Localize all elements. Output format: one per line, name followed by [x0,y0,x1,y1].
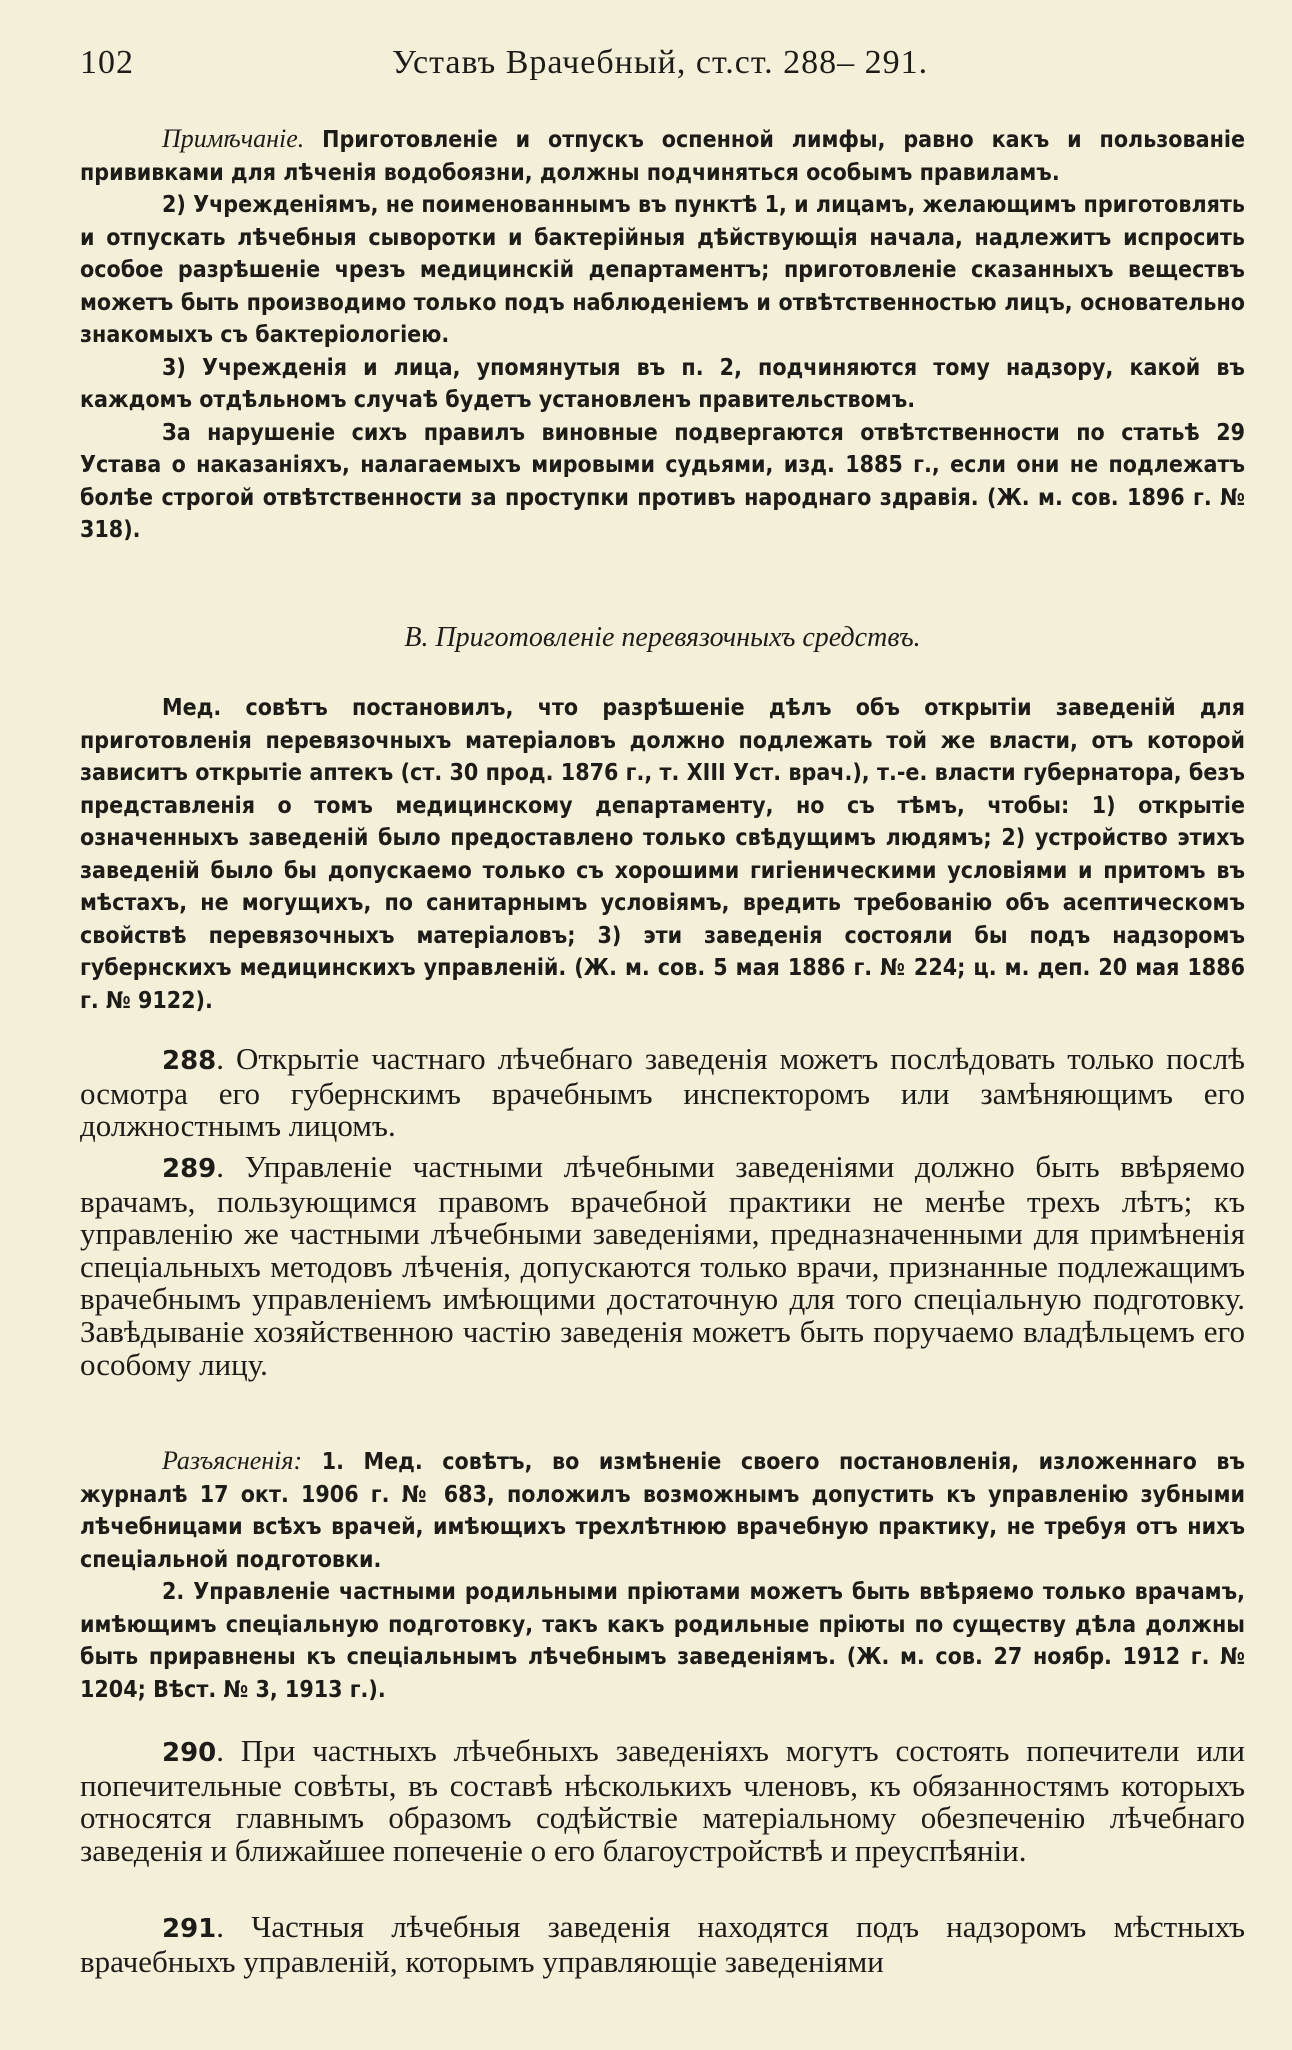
article-text: . Частныя лѣчебныя заведенія находятся подъ надзоромъ мѣстныхъ врачебныхъ управленій, которымъ управляющіе заведеніями [80,1909,1245,1979]
note-block [80,123,1245,547]
running-title: Уставъ Врачебный, ст.ст. 288– 291. [392,44,929,81]
note-paragraph-4: За нарушеніе сихъ правилъ виновные подвергаются отвѣтственности по статьѣ 29 Устава о наказаніяхъ, налагаемыхъ мировыми судьями, изд. 1885 г., если они не подлежатъ болѣе строгой отвѣтственности за проступки противъ народнаго здравія. (Ж. м. сов. 1896 г. № 318). [80,419,1245,543]
article-text: . Управленіе частными лѣчебными заведеніями должно быть ввѣряемо врачамъ, пользующимся правомъ врачебной практики не менѣе трехъ лѣтъ; къ управленію же частными лѣчебными заведеніями, предназначенными для примѣненія спеціальныхъ методовъ лѣченія, допускаются только врачи, признанные подлежащимъ врачебнымъ управленіемъ имѣющими достаточную для того спеціальную подготовку. Завѣдываніе хозяйственною частію заведенія можетъ быть поручаемо владѣльцемъ его особому лицу. [80,1149,1245,1382]
explanation-paragraph-1 [80,1445,1245,1576]
explanations-label: Разъясненія: [162,1446,303,1475]
article-number: 291 [162,1914,217,1944]
page-header [80,44,1240,94]
note-paragraph-1 [80,123,1245,189]
note-label: Примѣчаніе. [162,124,305,153]
article-text: . Открытіе частнаго лѣчебнаго заведенія можетъ послѣдовать только послѣ осмотра его губернскимъ врачебнымъ инспекторомъ или замѣняющимъ его должностнымъ лицомъ. [80,1041,1245,1144]
note-paragraph-3: 3) Учрежденія и лица, упомянутыя въ п. 2, подчиняются тому надзору, какой въ каждомъ отдѣльномъ случаѣ будетъ установленъ правительствомъ. [80,354,1245,413]
section-heading: В. Приготовленіе перевязочныхъ средствъ. [404,622,921,653]
explanations-block [80,1445,1245,1706]
article-289 [80,1151,1245,1381]
page-number: 102 [80,44,134,81]
explanation-text-1: 1. Мед. совѣтъ, во измѣненіе своего постановленія, изложеннаго въ журналѣ 17 окт. 1906 г. № 683, положилъ возможнымъ допустить къ управленію зубными лѣчебницами всѣхъ врачей, имѣющихъ трехлѣтнюю врачебную практику, не требуя отъ нихъ спеціальной подготовки. [80,1449,1246,1573]
article-number: 289 [162,1154,217,1184]
section-b-block [80,692,1245,1017]
article-number: 288 [162,1046,217,1076]
article-290 [80,1735,1245,1867]
note-text-1: Приготовленіе и отпускъ оспенной лимфы, равно какъ и пользованіе прививками для лѣченія водобоязни, должны подчиняться особымъ правиламъ. [80,127,1245,186]
article-number: 290 [162,1738,217,1768]
note-paragraph-2: 2) Учрежденіямъ, не поименованнымъ въ пунктѣ 1, и лицамъ, желающимъ приготовлять и отпускать лѣчебныя сыворотки и бактерійныя дѣйствующія начала, надлежитъ испросить особое разрѣшеніе чрезъ медицинскій департаментъ; приготовленіе сказанныхъ веществъ можетъ быть производимо только подъ наблюденіемъ и отвѣтственностью лицъ, основательно знакомыхъ съ бактеріологіею. [80,192,1245,348]
article-text: . При частныхъ лѣчебныхъ заведеніяхъ могутъ состоять попечители или попечительные совѣты, въ составѣ нѣсколькихъ членовъ, къ обязанностямъ которыхъ относятся главнымъ образомъ содѣйствіе матеріальному обезпеченію лѣчебнаго заведенія и ближайшее попеченіе о его благоустройствѣ и преуспѣяніи. [80,1733,1245,1868]
section-b-text: Мед. совѣтъ постановилъ, что разрѣшеніе дѣлъ объ открытіи заведеній для приготовленія перевязочныхъ матеріаловъ должно подлежать той же власти, отъ которой зависитъ открытіе аптекъ (ст. 30 прод. 1876 г., т. XIII Уст. врач.), т.-е. власти губернатора, безъ представленія о томъ медицинскому департаменту, но съ тѣмъ, чтобы: 1) открытіе означенныхъ заведеній было предоставлено только свѣдущимъ людямъ; 2) устройство этихъ заведеній было бы допускаемо только съ хорошими гигіеническими условіями и притомъ въ мѣстахъ, не могущихъ, по санитарнымъ условіямъ, вредить требованію объ асептическомъ свойствѣ перевязочныхъ матеріаловъ; 3) эти заведенія состояли бы подъ надзоромъ губернскихъ медицинскихъ управленій. (Ж. м. сов. 5 мая 1886 г. № 224; ц. м. деп. 20 мая 1886 г. № 9122). [80,695,1245,1014]
article-291 [80,1911,1245,1978]
explanation-paragraph-2: 2. Управленіе частными родильными пріютами можетъ быть ввѣряемо только врачамъ, имѣющимъ спеціальную подготовку, такъ какъ родильные пріюты по существу дѣла должны быть приравнены къ спеціальнымъ лѣчебнымъ заведеніямъ. (Ж. м. сов. 27 ноябр. 1912 г. № 1204; Вѣст. № 3, 1913 г.). [80,1579,1245,1703]
article-288 [80,1043,1245,1143]
